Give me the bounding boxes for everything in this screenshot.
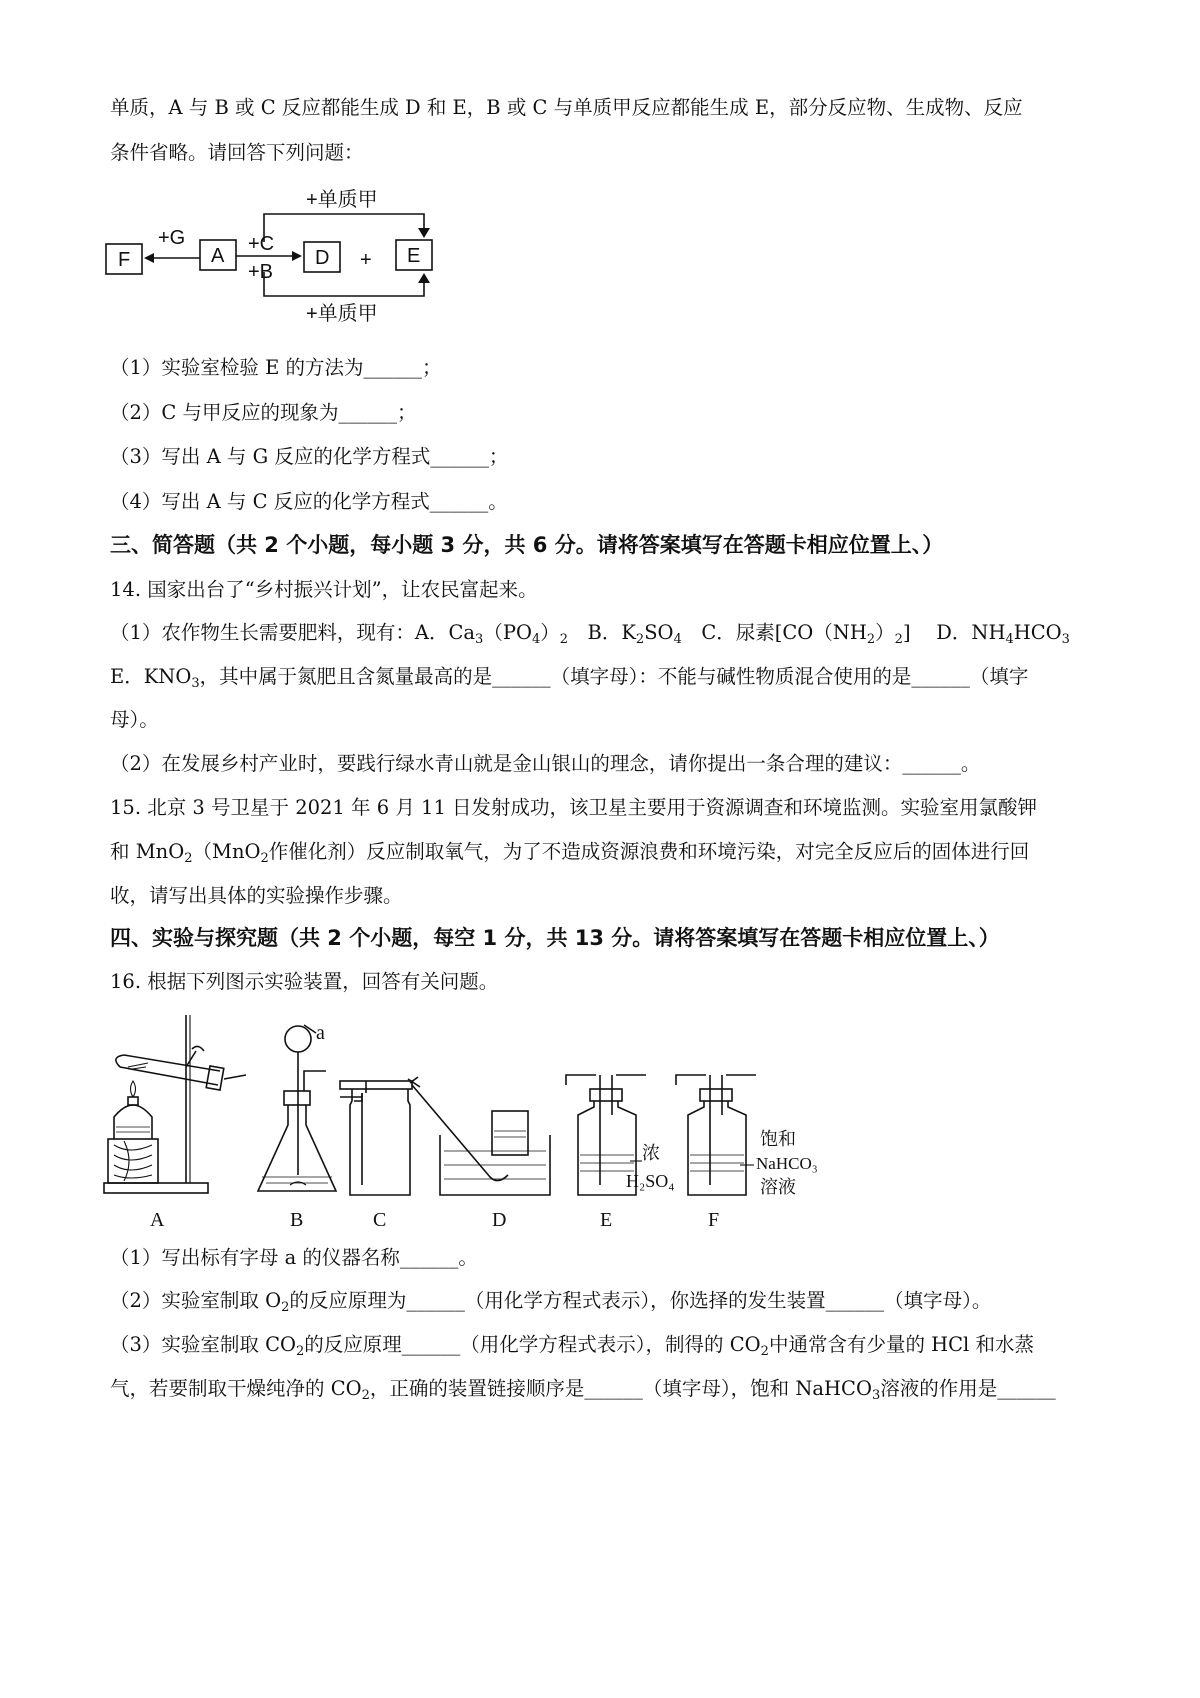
q16-part-3-line-1: （3）实验室制取 $CO_2$的反应原理______（用化学方程式表示），制得的 $CO_2$中通常含有少量的 HCl 和水蒸	[110, 1333, 1034, 1359]
apparatus-c	[340, 1081, 412, 1231]
q14-part-2: （2）在发展乡村产业时，要践行绿水青山就是金山银山的理念，请你提出一条合理的建议：______。	[110, 752, 981, 775]
q16-part-3-line-2: 气，若要制取干燥纯净的 $CO_2$，正确的装置链接顺序是______（填字母），饱和 NaHCO$_3$溶液的作用是______	[110, 1377, 1056, 1403]
flow-box-a-label: A	[211, 245, 225, 267]
f-label-nahco3: NaHCO₃	[756, 1154, 818, 1173]
apparatus-e	[566, 1075, 675, 1231]
intro-line-2: 条件省略。请回答下列问题：	[110, 141, 364, 164]
flow-diagram	[100, 180, 480, 340]
apparatus-a	[104, 1015, 246, 1231]
q15-line-3: 收，请写出具体的实验操作步骤。	[110, 884, 403, 907]
f-label-saturated: 饱和	[760, 1129, 796, 1149]
intro-line-1: 单质，A 与 B 或 C 反应都能生成 D 和 E，B 或 C 与单质甲反应都能生成 E，部分反应物、生成物、反应	[110, 96, 1023, 119]
q15-line-2: 和 MnO$_2$（MnO$_2$作催化剂）反应制取氧气，为了不造成资源浪费和环境污染，对完全反应后的固体进行回	[110, 840, 1030, 866]
q13-part-1: （1）实验室检验 E 的方法为______；	[110, 356, 442, 379]
q14-stem: 14. 国家出台了“乡村振兴计划”，让农民富起来。	[110, 578, 538, 601]
q14-part-1-line-2: E．$KNO_3$，其中属于氮肥且含氮量最高的是______（填字母）：不能与碱性物质混合使用的是______（填字	[110, 665, 1029, 691]
q14-part-1-line-1: （1）农作物生长需要肥料，现有：A．$Ca_3(PO_4)_2$ B．$K_2SO_4$ C．尿素$[CO(NH_2)_2]$ D．$NH_4HCO_3$	[110, 621, 1070, 647]
label-D: D	[492, 1209, 507, 1231]
label-a: a	[316, 1022, 325, 1044]
flow-b-label: +B	[248, 261, 274, 283]
label-E: E	[600, 1209, 613, 1231]
apparatus-d	[408, 1077, 550, 1231]
flow-box-e-label: E	[407, 245, 421, 267]
q16-stem: 16. 根据下列图示实验装置，回答有关问题。	[110, 970, 499, 993]
q13-part-3: （3）写出 A 与 G 反应的化学方程式______；	[110, 445, 509, 468]
section-3-heading: 三、简答题（共 2 个小题，每小题 3 分，共 6 分。请将答案填写在答题卡相应位置上、）	[110, 533, 944, 557]
e-label-h2so4: H₂SO₄	[626, 1171, 675, 1191]
label-A: A	[150, 1209, 165, 1231]
flow-box-f-label: F	[118, 249, 131, 271]
q13-part-4: （4）写出 A 与 C 反应的化学方程式______。	[110, 490, 508, 513]
flow-plus-sign: +	[360, 249, 372, 271]
e-label-conc: 浓	[642, 1143, 660, 1163]
flow-c-label: +C	[248, 233, 275, 255]
apparatus-f	[676, 1075, 818, 1231]
apparatus-figure	[100, 1005, 840, 1235]
apparatus-b	[258, 1022, 336, 1231]
label-F: F	[708, 1209, 720, 1231]
q14-part-1-line-3: 母）。	[110, 708, 159, 731]
section-4-heading: 四、实验与探究题（共 2 个小题，每空 1 分，共 13 分。请将答案填写在答题卡相应位置上、）	[110, 926, 1000, 950]
q13-part-2: （2）C 与甲反应的现象为______；	[110, 401, 417, 424]
q16-part-2: （2）实验室制取 $O_2$的反应原理为______（用化学方程式表示），你选择的发生装置______（填字母）。	[110, 1289, 992, 1315]
q15-line-1: 15. 北京 3 号卫星于 2021 年 6 月 11 日发射成功，该卫星主要用于资源调查和环境监测。实验室用氯酸钾	[110, 796, 1038, 819]
flow-box-d-label: D	[315, 247, 330, 269]
flow-top-label: +单质甲	[306, 189, 378, 211]
f-label-solution: 溶液	[760, 1177, 796, 1197]
label-B: B	[290, 1209, 304, 1231]
flow-g-label: +G	[158, 227, 186, 249]
label-C: C	[373, 1209, 387, 1231]
flow-bottom-label: +单质甲	[306, 303, 378, 325]
q16-part-1: （1）写出标有字母 a 的仪器名称______。	[110, 1246, 478, 1269]
